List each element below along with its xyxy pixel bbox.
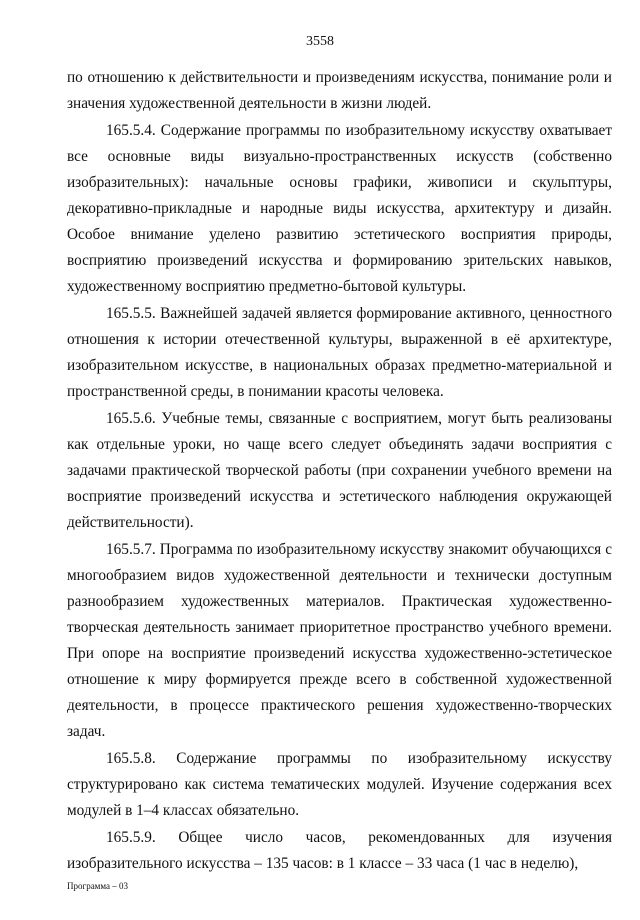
paragraph-165-5-8: 165.5.8. Содержание программы по изобразительному искусству структурировано как система тематических модулей. Изучение содержания всех модулей в 1–4 классах обязательно. <box>67 750 612 819</box>
paragraph-165-5-9: 165.5.9. Общее число часов, рекомендованных для изучения изобразительного искусства – 135 часов: в 1 классе – 33 часа (1 час в неделю), <box>67 829 612 872</box>
paragraph-165-5-4: 165.5.4. Содержание программы по изобразительному искусству охватывает все основные виды визуально-пространственных искусств (собственно изобразительных): начальные основы графики, живописи и скульптуры, декоративно-прикладные и народные виды искусства, архитектуру и дизайн. Особое внимание уделено развитию эстетического восприятия природы, восприятию произведений искусства и формированию зрительских навыков, художественному восприятию предметно-бытовой культуры. <box>67 122 612 295</box>
footer-label: Программа – 03 <box>67 881 129 891</box>
paragraph-continuation: по отношению к действительности и произведениям искусства, понимание роли и значения художественной деятельности в жизни людей. <box>67 69 612 112</box>
paragraph-165-5-5: 165.5.5. Важнейшей задачей является формирование активного, ценностного отношения к истории отечественной культуры, выраженной в её архитектуре, изобразительном искусстве, в национальных образах предметно-материальной и пространственной среды, в понимании красоты человека. <box>67 305 612 400</box>
paragraph-165-5-6: 165.5.6. Учебные темы, связанные с восприятием, могут быть реализованы как отдельные уроки, но чаще всего следует объединять задачи восприятия с задачами практической творческой работы (при сохранении учебного времени на восприятие произведений искусства и эстетического наблюдения окружающей действительности). <box>67 410 612 531</box>
paragraph-165-5-7: 165.5.7. Программа по изобразительному искусству знакомит обучающихся с многообразием видов художественной деятельности и технически доступным разнообразием художественных материалов. Практическая художественно-творческая деятельность занимает приоритетное пространство учебного времени. При опоре на восприятие произведений искусства художественно-эстетическое отношение к миру формируется прежде всего в собственной художественной деятельности, в процессе практического решения художественно-творческих задач. <box>67 541 612 740</box>
page-number: 3558 <box>306 34 334 49</box>
body-text <box>67 65 612 878</box>
